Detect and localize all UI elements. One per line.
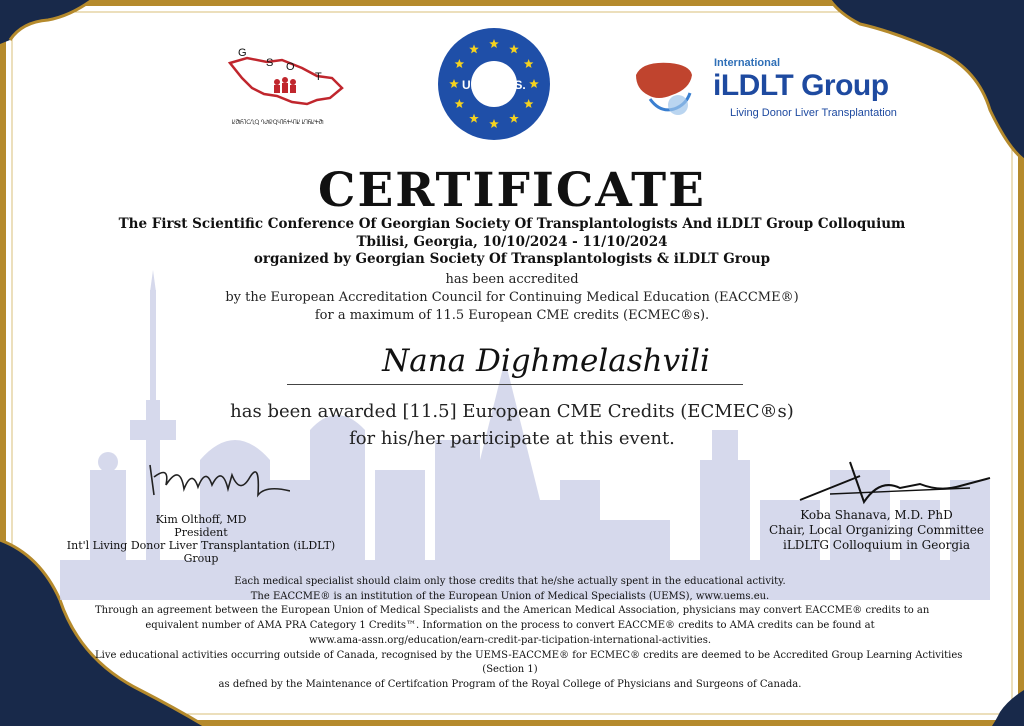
gsot-caption: ႾႫႬႨႺႢႳ ႤႰႲႳႷႨႬႵႷႨႾ ႾႨႬႾႵႫ: [232, 120, 324, 126]
ildlt-logo: [630, 55, 910, 127]
accredited-line-3: for a maximum of 11.5 European CME credits (ECMEC®s).: [314, 308, 710, 323]
georgia-map-people-icon: [222, 48, 357, 128]
organizer-line: organized by Georgian Society Of Transplantologists & iLDLT Group: [253, 251, 771, 267]
footer-line-8: as defned by the Maintenance of Certifcation Program of the Royal College of Physicians and Surgeons of Canada.: [218, 678, 802, 690]
gsot-letter-o: O: [286, 61, 295, 73]
gsot-letter-g: G: [238, 48, 247, 59]
footer-line-7: (Section 1): [482, 664, 538, 676]
footer-line-2: The EACCME® is an institution of the European Union of Medical Specialists (UEMS), www.uems.eu.: [250, 590, 770, 602]
event-line: The First Scientific Conference Of Georgian Society Of Transplantologists And iLDLT Group Colloquium: [118, 216, 906, 232]
location-line: Tbilisi, Georgia, 10/10/2024 - 11/10/2024: [356, 234, 668, 250]
left-signature: [140, 455, 290, 515]
ildlt-international: International: [714, 57, 781, 69]
accredited-line-1: has been accredited: [445, 272, 579, 287]
right-signatory-role: Chair, Local Organizing Committee: [769, 523, 984, 537]
footer-line-1: Each medical specialist should claim only those credits that he/she actually spent in the educational activity.: [234, 576, 786, 587]
footer-line-4: equivalent number of AMA PRA Category 1 Credits™. Information on the process to convert EACCME® credits to AMA credits can be found at: [145, 620, 875, 632]
liver-icon: [630, 55, 710, 121]
uems-label-right: M.S.: [501, 78, 526, 92]
ildlt-name: iLDLT Group: [713, 69, 889, 102]
left-signatory-name: Kim Olthoff, MD: [155, 513, 247, 526]
uems-logo: [437, 27, 551, 141]
footer-notes: [95, 575, 963, 693]
recipient-underline: [287, 384, 743, 385]
recipient-name: Nana Dighmelashvili: [382, 343, 710, 379]
gsot-letter-s: S: [266, 57, 274, 69]
footer-line-6: Live educational activities occurring outside of Canada, recognised by the UEMS-EACCME® for ECMEC® credits are deemed to be Accredited Group Learning Activities: [95, 649, 963, 661]
right-signature: [790, 458, 1000, 508]
left-signatory: [50, 513, 352, 565]
footer-line-5: www.ama-assn.org/education/earn-credit-par-ticipation-international-activities.: [308, 634, 712, 646]
ildlt-subtitle: Living Donor Liver Transplantation: [730, 107, 897, 119]
right-signatory-org: iLDLTG Colloquium in Georgia: [782, 538, 970, 552]
footer-line-3: Through an agreement between the European Union of Medical Specialists and the American Medical Association, physicians may convert EACCME® credits to an: [95, 605, 930, 617]
right-signatory-name: Koba Shanava, M.D. PhD: [800, 508, 953, 522]
award-line-1: has been awarded [11.5] European CME Credits (ECMEC®s): [230, 401, 794, 422]
uems-label-left: U.E.: [462, 78, 486, 92]
gsot-logo: [222, 48, 357, 128]
certificate-title: CERTIFICATE: [318, 163, 706, 218]
left-signatory-org: Int'l Living Donor Liver Transplantation (iLDLT) Group: [66, 539, 336, 565]
left-signatory-role: President: [174, 526, 228, 539]
right-signatory: [749, 508, 1004, 553]
award-line-2: for his/her participate at this event.: [349, 428, 675, 449]
accredited-line-2: by the European Accreditation Council for Continuing Medical Education (EACCME®): [225, 290, 799, 305]
gsot-letter-t: T: [315, 71, 322, 83]
